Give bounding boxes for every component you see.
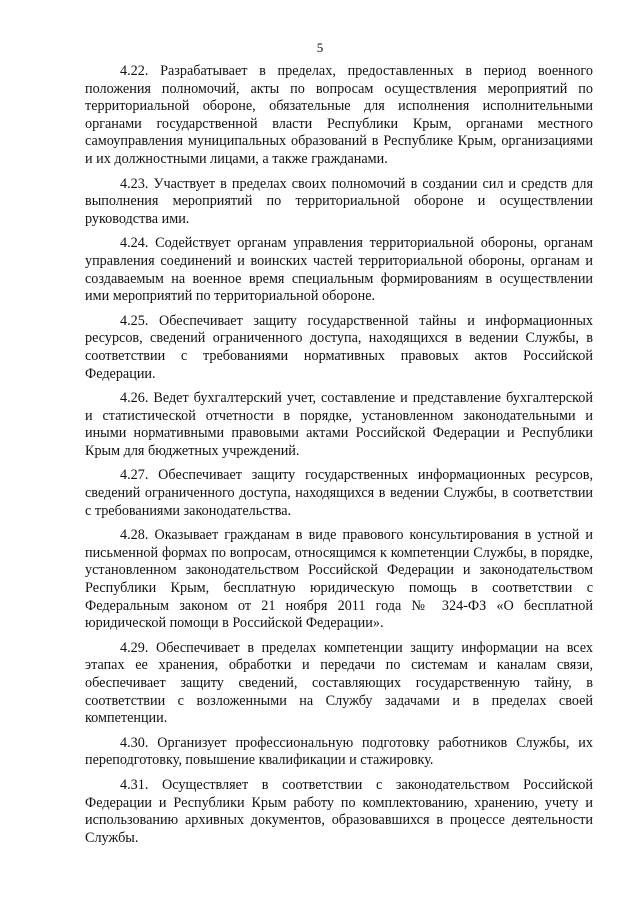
paragraph-4-25: 4.25. Обеспечивает защиту государственной тайны и информационных ресурсов, сведений ограниченного доступа, находящихся в ведении Службы, в соответствии с требованиями нормативных правовых актов Российской Федерации. — [85, 312, 593, 382]
paragraph-4-24: 4.24. Содействует органам управления территориальной обороны, органам управления соединений и воинских частей территориальной обороны, органам и создаваемым на военное время специальным формированиям в осуществлении ими мероприятий по территориальной обороне. — [85, 235, 593, 305]
paragraph-4-30: 4.30. Организует профессиональную подготовку работников Службы, их переподготовку, повышение квалификации и стажировку. — [85, 734, 593, 769]
paragraph-4-31: 4.31. Осуществляет в соответствии с законодательством Российской Федерации и Республики Крым работу по комплектованию, хранению, учету и использованию архивных документов, образовавшихся в процессе деятельности Службы. — [85, 776, 593, 846]
document-body — [85, 63, 593, 854]
paragraph-4-23: 4.23. Участвует в пределах своих полномочий в создании сил и средств для выполнения мероприятий по территориальной обороне и осуществлении руководства ими. — [85, 175, 593, 227]
page-number: 5 — [316, 40, 324, 55]
paragraph-4-26: 4.26. Ведет бухгалтерский учет, составление и представление бухгалтерской и статистической отчетности в порядке, установленном законодательными и иными нормативными правовыми актами Российской Федерации и Республики Крым для бюджетных учреждений. — [85, 390, 593, 459]
paragraph-4-27: 4.27. Обеспечивает защиту государственных информационных ресурсов, сведений ограниченного доступа, находящихся в ведении Службы, в соответствии с требованиями законодательства. — [85, 467, 593, 519]
paragraph-4-22: 4.22. Разрабатывает в пределах, предоставленных в период военного положения полномочий, акты по вопросам осуществления мероприятий по территориальной обороне, обязательные для исполнения исполнительными органами государственной власти Республики Крым, органами местного самоуправления муниципальных образований в Республике Крым, организациями и их должностными лицами, а также гражданами. — [85, 63, 593, 167]
paragraph-4-28: 4.28. Оказывает гражданам в виде правового консультирования в устной и письменной формах по вопросам, относящимся к компетенции Службы, в порядке, установленном законодательством Российской Федерации и законодательством Республики Крым, бесплатную юридическую помощь в соответствии с Федеральным законом от 21 ноября 2011 года № 324-ФЗ «О бесплатной юридической помощи в Российской Федерации». — [85, 527, 593, 632]
paragraph-4-29: 4.29. Обеспечивает в пределах компетенции защиту информации на всех этапах ее хранения, обработки и передачи по системам и каналам связи, обеспечивает защиту сведений, составляющих государственную тайну, в соответствии с возложенными на Службу задачами и в пределах своей компетенции. — [85, 639, 593, 727]
